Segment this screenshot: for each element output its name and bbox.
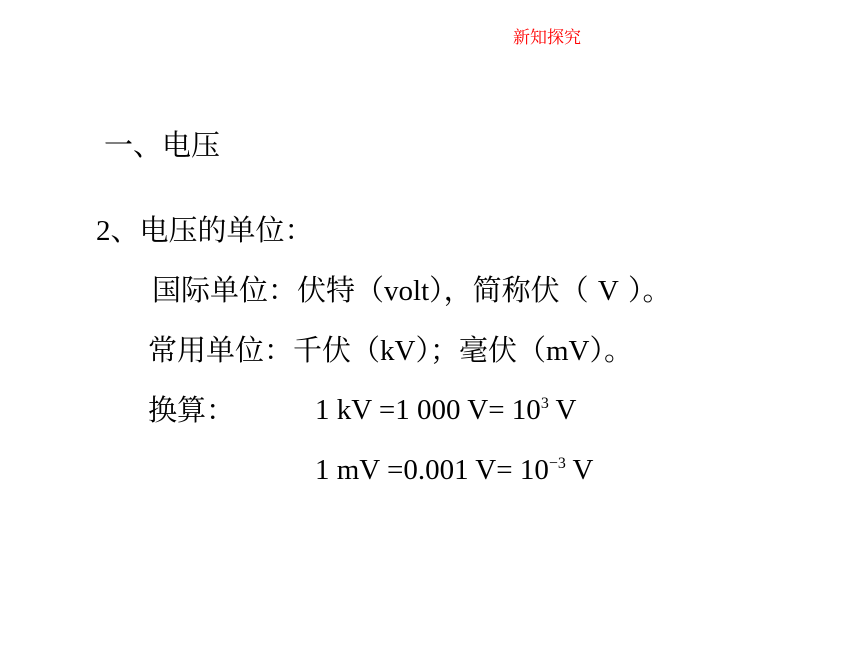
- conversion-kv-text: 1 kV =1 000 V= 10: [315, 394, 541, 426]
- subtitle-text: 、电压的单位：: [110, 213, 314, 247]
- conversion-kv-formula: [315, 392, 576, 428]
- si-unit-line: [152, 272, 672, 309]
- common-units-suffix: ）。: [589, 333, 633, 367]
- header-tag: 新知探究: [513, 28, 581, 48]
- si-unit-middle: ），简称伏（: [429, 273, 598, 307]
- common-units-prefix: 常用单位：千伏（: [148, 333, 381, 367]
- si-unit-suffix: ）。: [618, 273, 672, 307]
- conversion-mv-text: 1 mV =0.001 V= 10: [315, 454, 549, 486]
- conversion-kv-unit: V: [548, 394, 577, 426]
- kilovolt-symbol: kV: [380, 335, 416, 367]
- section-title: 一、电压: [104, 128, 221, 162]
- millivolt-symbol: mV: [545, 335, 590, 367]
- si-unit-english: volt: [384, 275, 430, 307]
- conversion-label: 换算：: [148, 393, 236, 427]
- conversion-kv-exponent: 3: [540, 394, 549, 412]
- si-unit-prefix: 国际单位：伏特（: [152, 273, 385, 307]
- conversion-mv-unit: V: [565, 454, 594, 486]
- subtitle: [96, 212, 314, 249]
- common-units-middle: ）；毫伏（: [415, 333, 546, 367]
- conversion-mv-formula: [315, 452, 594, 488]
- conversion-mv-exponent: −3: [548, 454, 566, 472]
- common-units-line: [148, 332, 633, 369]
- subtitle-number: 2: [96, 215, 111, 247]
- si-unit-symbol: V: [597, 275, 619, 307]
